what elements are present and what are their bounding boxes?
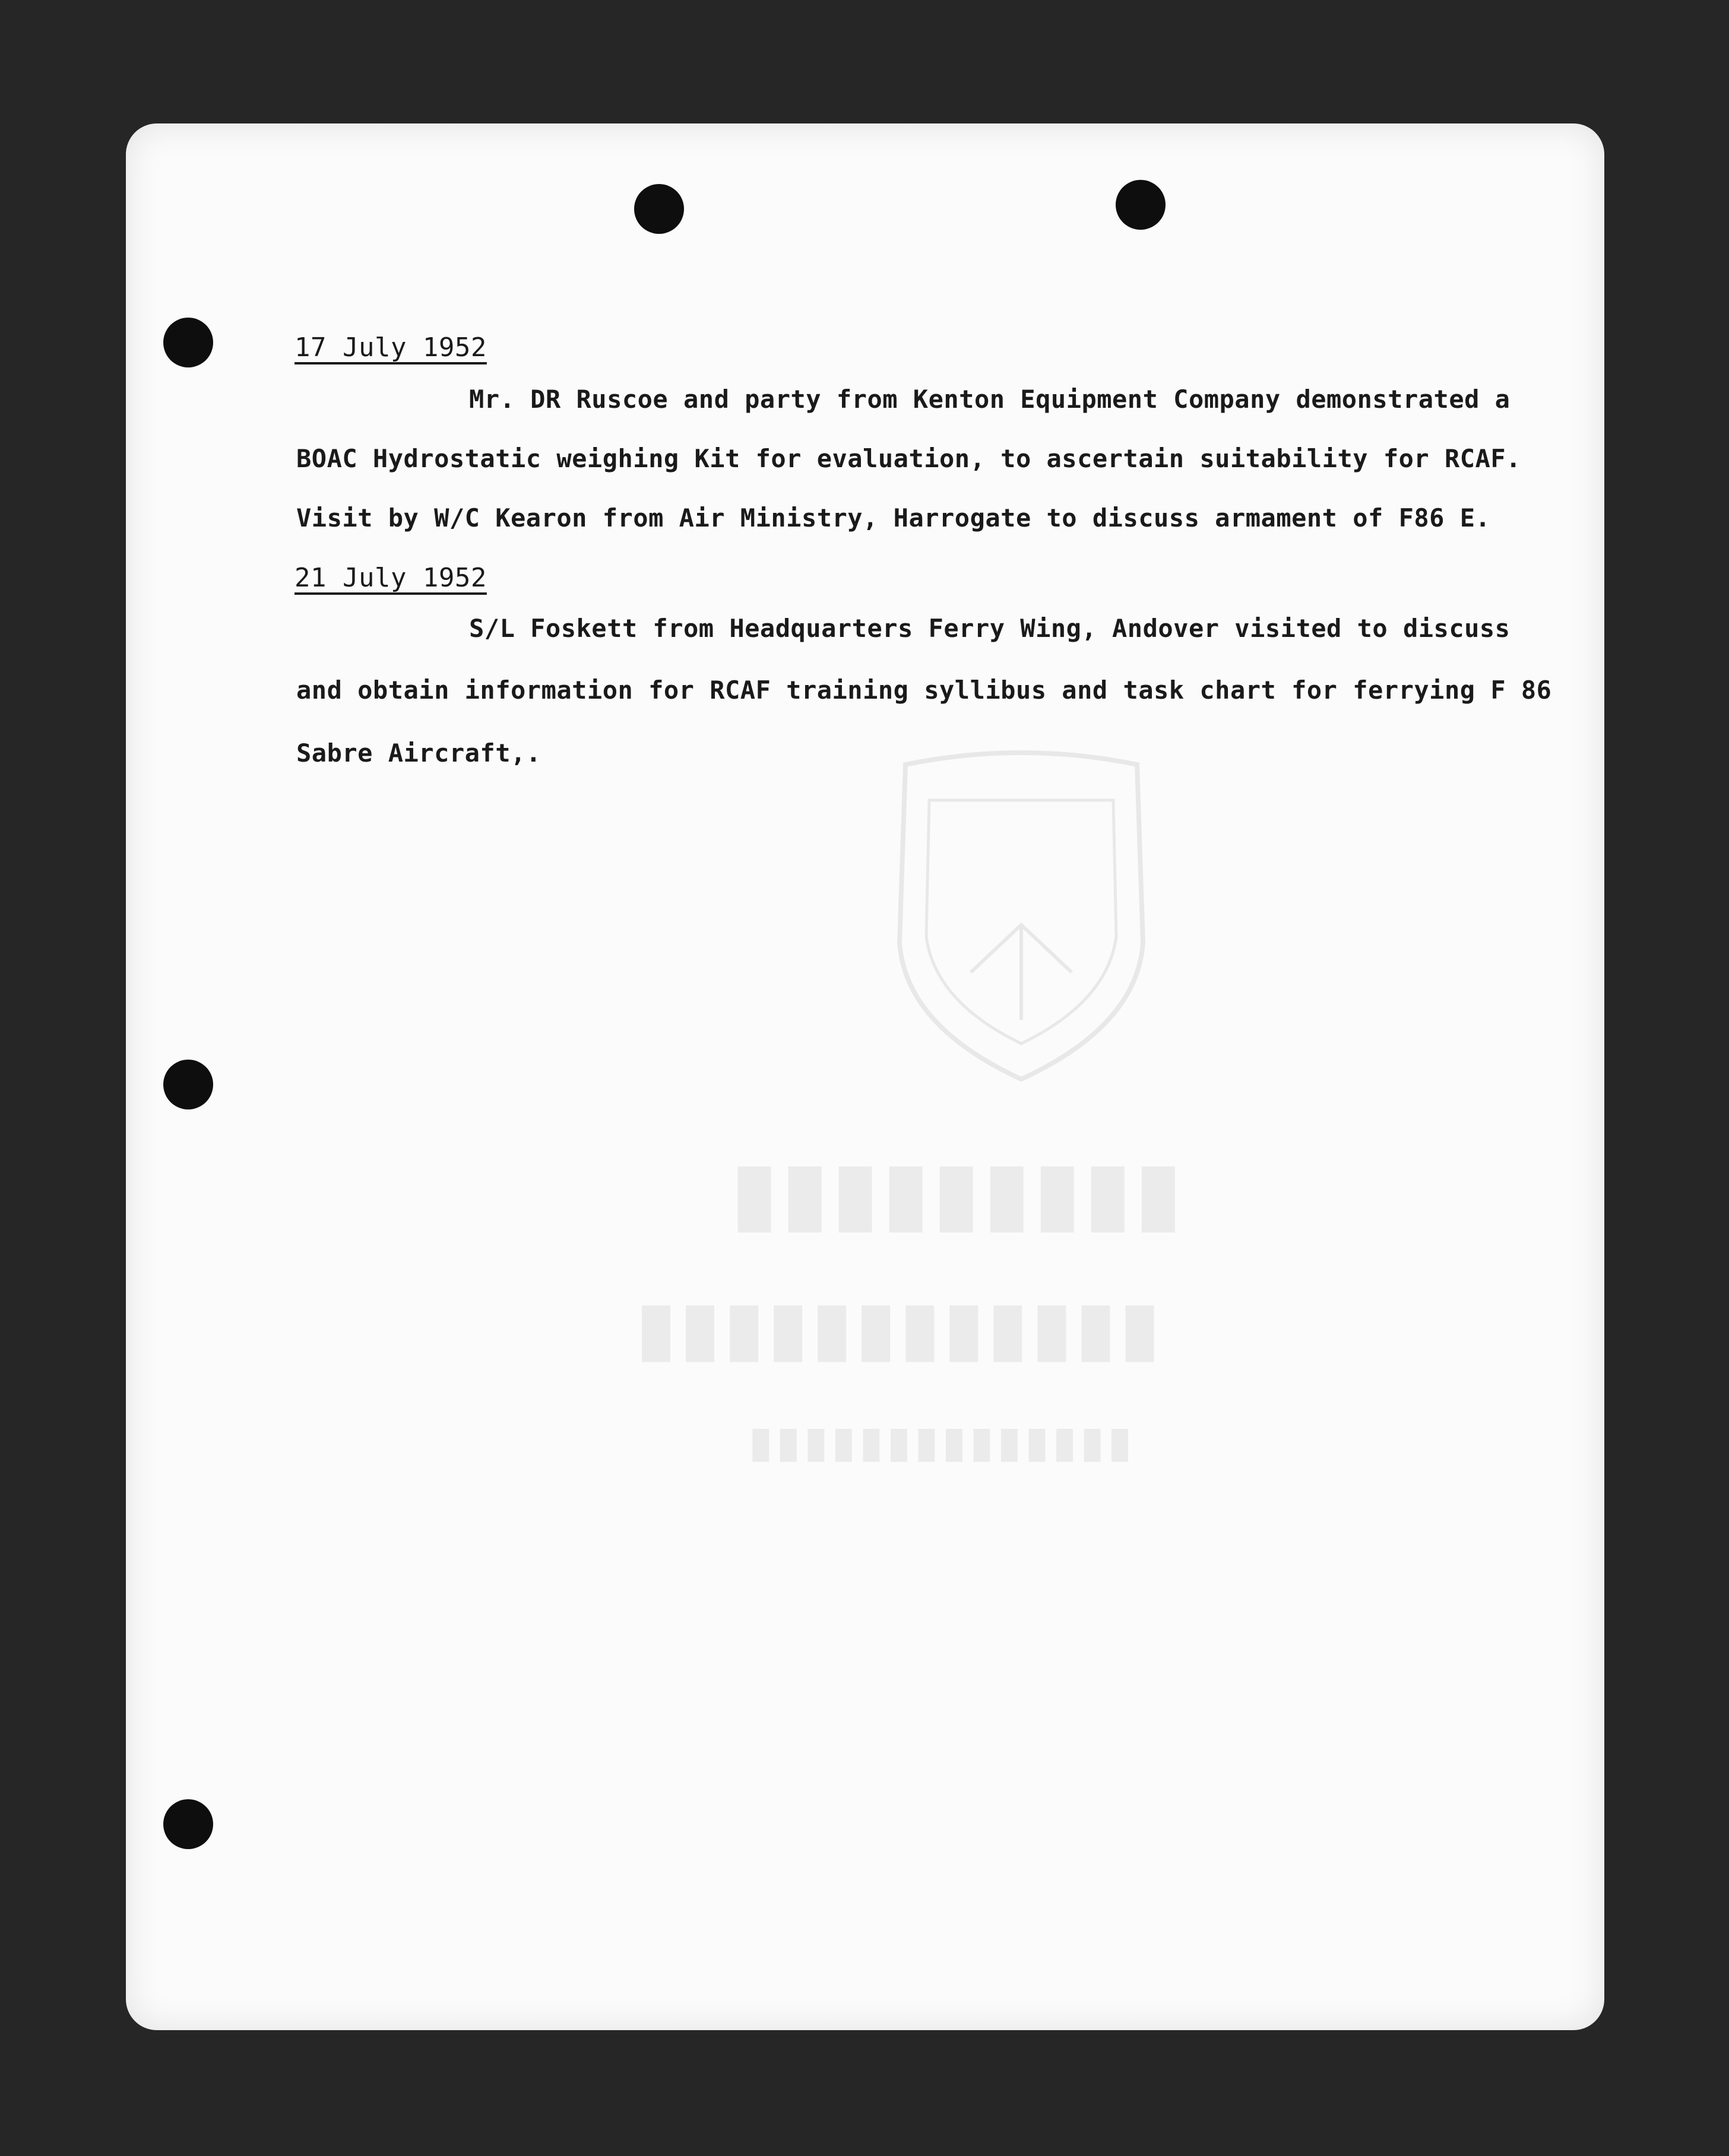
punch-hole-top-right — [1116, 180, 1166, 230]
entry-line: and obtain information for RCAF training syllibus and task chart for ferrying F 86 — [296, 676, 1552, 705]
watermark-line-1: ▮▮▮▮▮▮▮▮▮ — [732, 1146, 1186, 1239]
punch-hole-left-2 — [163, 1060, 213, 1109]
document-page — [126, 123, 1604, 2030]
watermark-line-3: ▮▮▮▮▮▮▮▮▮▮▮▮▮▮ — [749, 1419, 1136, 1465]
entry-line: Mr. DR Ruscoe and party from Kenton Equipment Company demonstrated a — [469, 385, 1510, 414]
punch-hole-top-left — [634, 184, 684, 234]
entry-line: Visit by W/C Kearon from Air Ministry, Harrogate to discuss armament of F86 E. — [296, 503, 1491, 532]
entry-line: S/L Foskett from Headquarters Ferry Wing, Andover visited to discuss — [469, 614, 1510, 643]
punch-hole-left-1 — [163, 318, 213, 367]
entry-line: Sabre Aircraft,. — [296, 738, 542, 768]
shield-crest-icon — [882, 747, 1161, 1091]
entry-date: 17 July 1952 — [294, 332, 487, 363]
punch-hole-left-3 — [163, 1799, 213, 1849]
watermark-line-2: ▮▮▮▮▮▮▮▮▮▮▮▮ — [636, 1288, 1164, 1368]
entry-date: 21 July 1952 — [294, 563, 487, 593]
entry-line: BOAC Hydrostatic weighing Kit for evaluation, to ascertain suitability for RCAF. — [296, 444, 1521, 473]
